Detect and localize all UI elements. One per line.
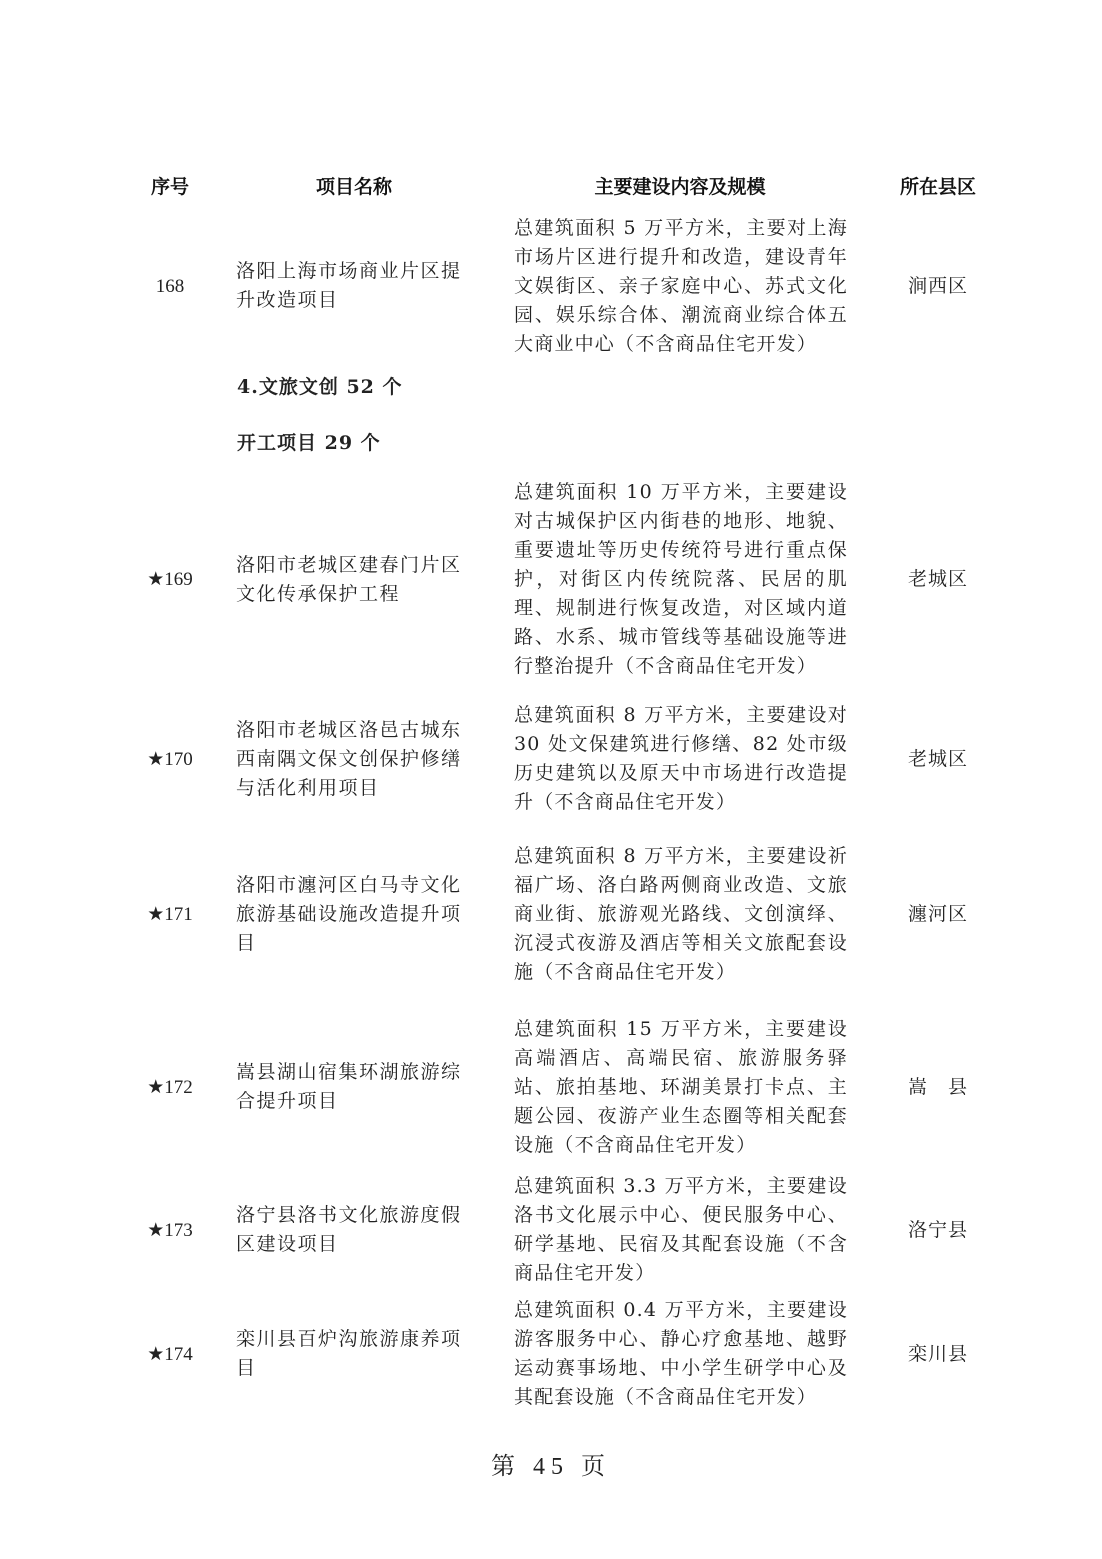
header-project-name: 项目名称 (315, 176, 392, 198)
row-content: 总建筑面积 10 万平方米，主要建设对古城保护区内街巷的地形、地貌、重要遗址等历史传统符号进行重点保护，对街区内传统院落、民居的肌理、规制进行恢复改造，对区域内道路、水系、城市管线等基础设施等进行整治提升（不含商品住宅开发） (514, 481, 848, 677)
row-seq: ★169 (147, 569, 193, 590)
row-project-name: 洛阳上海市场商业片区提升改造项目 (236, 260, 462, 311)
row-project-name: 栾川县百炉沟旅游康养项目 (236, 1328, 462, 1379)
row-content: 总建筑面积 5 万平方米，主要对上海市场片区进行提升和改造，建设青年文娱街区、亲子家庭中心、苏式文化园、娱乐综合体、潮流商业综合体五大商业中心（不含商品住宅开发） (514, 216, 848, 355)
row-seq: ★172 (147, 1076, 193, 1098)
table-row (0, 1295, 1102, 1413)
row-project-name: 洛阳市瀍河区白马寺文化旅游基础设施改造提升项目 (236, 873, 462, 954)
row-project-name: 洛阳市老城区建春门片区文化传承保护工程 (236, 553, 462, 605)
row-content: 总建筑面积 8 万平方米，主要建设对 30 处文保建筑进行修缮、82 处市级历史建筑以及原天中市场进行改造提升（不含商品住宅开发） (514, 704, 848, 813)
table-row (0, 1171, 1102, 1289)
row-seq: ★171 (147, 903, 193, 925)
row-content: 总建筑面积 8 万平方米，主要建设祈福广场、洛白路两侧商业改造、文旅商业街、旅游观光路线、文创演绎、沉浸式夜游及酒店等相关文旅配套设施（不含商品住宅开发） (514, 844, 848, 983)
table-row (0, 840, 1102, 988)
row-county: 老城区 (907, 747, 968, 770)
row-seq: ★173 (147, 1219, 193, 1241)
row-seq: ★170 (147, 748, 193, 770)
table-row (0, 1013, 1102, 1161)
header-content: 主要建设内容及规模 (594, 176, 766, 198)
table-row (0, 700, 1102, 818)
subsection-title: 开工项目 29 个 (237, 432, 381, 454)
page-number: 第 45 页 (491, 1454, 611, 1480)
row-seq: 168 (155, 275, 185, 297)
row-county: 洛宁县 (907, 1218, 968, 1241)
row-project-name: 洛宁县洛书文化旅游度假区建设项目 (236, 1204, 462, 1255)
row-project-name: 嵩县湖山宿集环湖旅游综合提升项目 (236, 1061, 462, 1112)
row-seq: ★174 (147, 1343, 193, 1365)
table-row (0, 478, 1102, 681)
section-title: 4.文旅文创 52 个 (237, 376, 403, 398)
row-content: 总建筑面积 3.3 万平方米，主要建设洛书文化展示中心、便民服务中心、研学基地、民宿及其配套设施（不含商品住宅开发） (514, 1175, 848, 1284)
header-seq: 序号 (150, 176, 189, 198)
row-content: 总建筑面积 15 万平方米，主要建设高端酒店、高端民宿、旅游服务驿站、旅拍基地、环湖美景打卡点、主题公园、夜游产业生态圈等相关配套设施（不含商品住宅开发） (514, 1017, 848, 1156)
row-county: 老城区 (907, 568, 968, 590)
row-county: 瀍河区 (907, 902, 968, 925)
row-content: 总建筑面积 0.4 万平方米，主要建设游客服务中心、静心疗愈基地、越野运动赛事场地、中小学生研学中心及其配套设施（不含商品住宅开发） (514, 1299, 848, 1408)
row-county: 涧西区 (907, 274, 968, 297)
row-county: 栾川县 (907, 1342, 968, 1365)
row-county: 嵩 县 (907, 1075, 968, 1098)
table-row (0, 212, 1102, 360)
header-county: 所在县区 (899, 176, 976, 198)
row-project-name: 洛阳市老城区洛邑古城东西南隅文保文创保护修缮与活化利用项目 (236, 718, 462, 799)
